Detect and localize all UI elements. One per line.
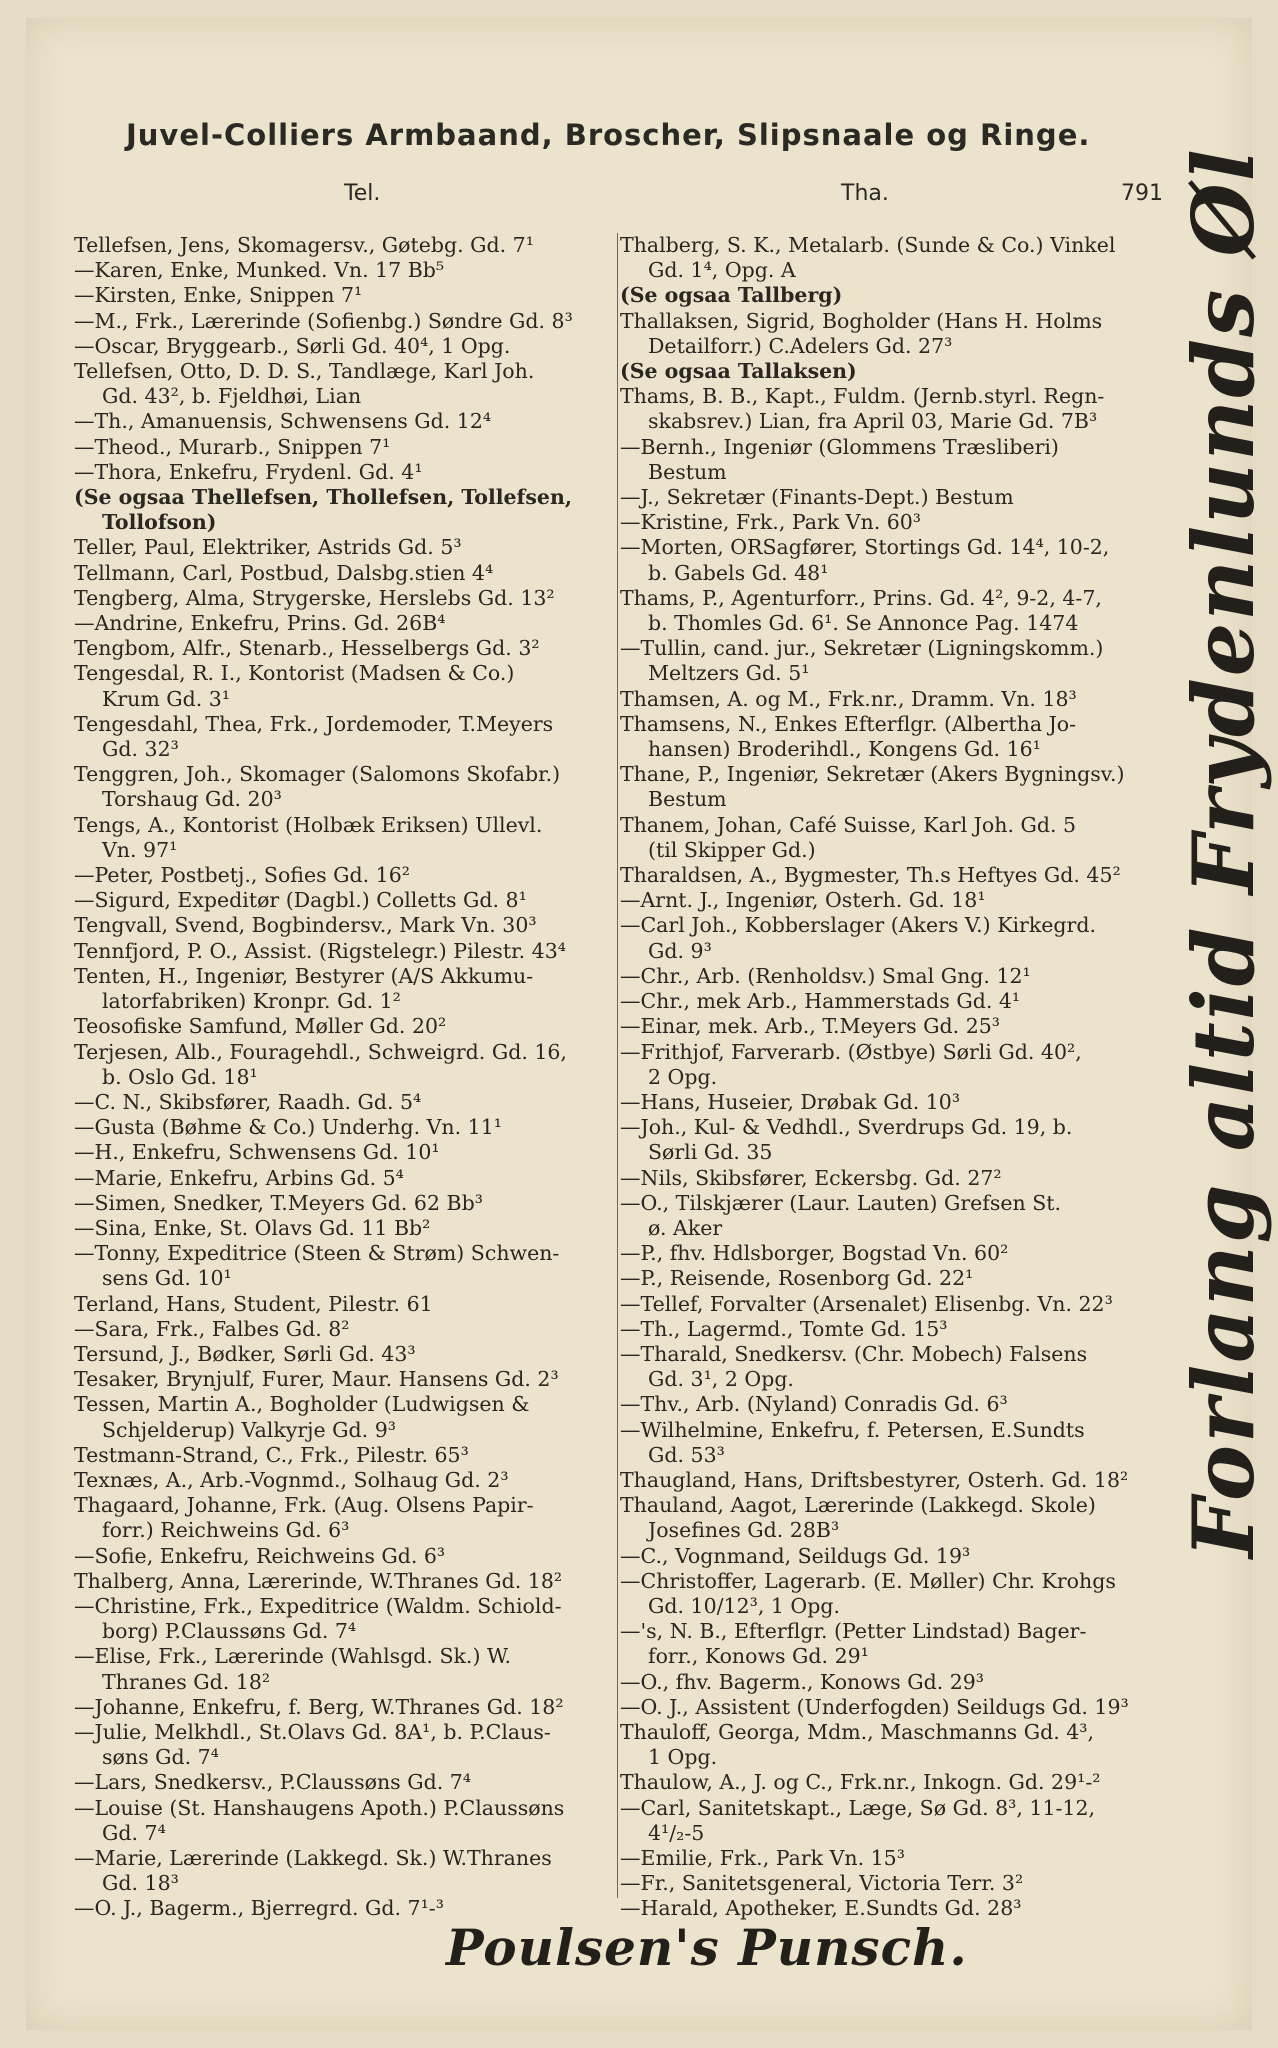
directory-line: (Se ogsaa Tallaksen) — [620, 359, 857, 384]
directory-line: ø. Aker — [648, 1215, 723, 1240]
directory-line: Tellefsen, Otto, D. D. S., Tandlæge, Karl Joh. — [74, 359, 535, 384]
directory-line: —Johanne, Enkefru, f. Berg, W.Thranes Gd. 18² — [74, 1694, 564, 1719]
directory-line: —Sara, Frk., Falbes Gd. 8² — [74, 1316, 350, 1341]
directory-line: Thams, P., Agenturforr., Prins. Gd. 4², 9-2, 4-7, — [620, 585, 1102, 610]
directory-line: —Lars, Snedkersv., P.Claussøns Gd. 7⁴ — [74, 1770, 471, 1795]
directory-line: —Fr., Sanitetsgeneral, Victoria Terr. 3² — [620, 1871, 1024, 1896]
directory-line: —Carl Joh., Kobberslager (Akers V.) Kirkegrd. — [620, 913, 1096, 938]
directory-line: Tenggren, Joh., Skomager (Salomons Skofabr.) — [74, 762, 561, 787]
directory-line: Vn. 97¹ — [102, 837, 178, 862]
directory-line: Thams, B. B., Kapt., Fuldm. (Jernb.styrl. Regn- — [620, 384, 1105, 409]
directory-line: b. Thomles Gd. 6¹. Se Annonce Pag. 1474 — [648, 611, 1079, 636]
directory-line: Teller, Paul, Elektriker, Astrids Gd. 5³ — [74, 535, 462, 560]
directory-line: Thane, P., Ingeniør, Sekretær (Akers Bygningsv.) — [620, 762, 1125, 787]
directory-page — [26, 18, 1273, 2030]
directory-line: —Theod., Murarb., Snippen 7¹ — [74, 434, 391, 459]
directory-line: Gd. 53³ — [648, 1442, 725, 1467]
directory-line: Tengvall, Svend, Bogbindersv., Mark Vn. 30³ — [74, 913, 537, 938]
directory-line: Detailforr.) C.Adelers Gd. 27³ — [648, 333, 953, 358]
directory-line: —Einar, mek. Arb., T.Meyers Gd. 25³ — [620, 1014, 1001, 1039]
directory-line: forr.) Reichweins Gd. 6³ — [102, 1518, 350, 1543]
directory-line: —Elise, Frk., Lærerinde (Wahlsgd. Sk.) W. — [74, 1644, 511, 1669]
directory-line: —Chr., mek Arb., Hammerstads Gd. 4¹ — [620, 989, 1021, 1014]
directory-line: Josefines Gd. 28B³ — [648, 1518, 840, 1543]
directory-line: Gd. 32³ — [102, 737, 179, 762]
directory-line: —O. J., Bagerm., Bjerregrd. Gd. 7¹-³ — [74, 1896, 444, 1921]
directory-line: —Julie, Melkhdl., St.Olavs Gd. 8A¹, b. P.Claus- — [74, 1719, 551, 1744]
left-column — [74, 233, 618, 1922]
directory-line: Thamsens, N., Enkes Efterflgr. (Albertha Jo- — [620, 711, 1077, 736]
directory-line: —Simen, Snedker, T.Meyers Gd. 62 Bb³ — [74, 1190, 483, 1215]
directory-line: —Hans, Huseier, Drøbak Gd. 10³ — [620, 1089, 961, 1114]
page-number: 791 — [1121, 181, 1163, 206]
directory-line: latorfabriken) Kronpr. Gd. 1² — [102, 989, 401, 1014]
directory-line: —Joh., Kul- & Vedhdl., Sverdrups Gd. 19, b. — [620, 1115, 1073, 1140]
directory-line: Thaulow, A., J. og C., Frk.nr., Inkogn. Gd. 29¹-² — [620, 1770, 1101, 1795]
directory-line: —Wilhelmine, Enkefru, f. Petersen, E.Sundts — [620, 1417, 1085, 1442]
directory-line: —C. N., Skibsfører, Raadh. Gd. 5⁴ — [74, 1089, 422, 1114]
right-column — [620, 233, 1172, 1922]
directory-line: —Sofie, Enkefru, Reichweins Gd. 6³ — [74, 1543, 446, 1568]
directory-line: 4¹/₂-5 — [648, 1820, 705, 1845]
directory-line: —P., fhv. Hdlsborger, Bogstad Vn. 60² — [620, 1241, 1009, 1266]
directory-line: —Tonny, Expeditrice (Steen & Strøm) Schwen- — [74, 1241, 560, 1266]
directory-line: —Christine, Frk., Expeditrice (Waldm. Schiold- — [74, 1593, 562, 1618]
directory-line: Tengesdahl, Thea, Frk., Jordemoder, T.Meyers — [74, 711, 554, 736]
directory-line: —Carl, Sanitetskapt., Læge, Sø Gd. 8³, 11-12, — [620, 1795, 1096, 1820]
directory-line: (til Skipper Gd.) — [648, 837, 816, 862]
directory-line: Bestum — [648, 787, 727, 812]
directory-line: —Morten, ORSagfører, Stortings Gd. 14⁴, 10-2, — [620, 535, 1110, 560]
directory-line: —Louise (St. Hanshaugens Apoth.) P.Claussøns — [74, 1795, 565, 1820]
directory-line: Gd. 3¹, 2 Opg. — [648, 1367, 794, 1392]
directory-line: Torshaug Gd. 20³ — [102, 787, 282, 812]
directory-line: —P., Reisende, Rosenborg Gd. 22¹ — [620, 1266, 974, 1291]
directory-line: —Marie, Lærerinde (Lakkegd. Sk.) W.Thranes — [74, 1846, 552, 1870]
directory-line: (Se ogsaa Thellefsen, Thollefsen, Tollefsen, — [74, 485, 573, 510]
directory-line: Tengs, A., Kontorist (Holbæk Eriksen) Ullevl. — [74, 812, 543, 837]
directory-line: —Christoffer, Lagerarb. (E. Møller) Chr. Krohgs — [620, 1568, 1116, 1593]
directory-line: borg) P.Claussøns Gd. 7⁴ — [102, 1619, 357, 1644]
directory-line: b. Gabels Gd. 48¹ — [648, 560, 829, 585]
directory-line: —Gusta (Bøhme & Co.) Underhg. Vn. 11¹ — [74, 1115, 502, 1140]
directory-line: Gd. 43², b. Fjeldhøi, Lian — [102, 384, 362, 409]
directory-line: Thamsen, A. og M., Frk.nr., Dramm. Vn. 18³ — [620, 686, 1077, 711]
directory-line: Tellefsen, Jens, Skomagersv., Gøtebg. Gd. 7¹ — [74, 233, 534, 257]
directory-line: —C., Vognmand, Seildugs Gd. 19³ — [620, 1543, 971, 1568]
directory-line: —Thora, Enkefru, Frydenl. Gd. 4¹ — [74, 459, 423, 484]
directory-line: Tellmann, Carl, Postbud, Dalsbg.stien 4⁴ — [74, 560, 494, 585]
directory-line: Thaugland, Hans, Driftsbestyrer, Osterh. Gd. 18² — [620, 1467, 1129, 1492]
directory-line: —Tellef, Forvalter (Arsenalet) Elisenbg. Vn. 22³ — [620, 1291, 1113, 1316]
header-left-keyword: Tel. — [344, 181, 381, 206]
directory-line: Thanem, Johan, Café Suisse, Karl Joh. Gd. 5 — [620, 812, 1077, 837]
directory-line: Tesaker, Brynjulf, Furer, Maur. Hansens Gd. 2³ — [74, 1367, 559, 1392]
top-advertisement-banner: Juvel-Colliers Armbaand, Broscher, Slipsnaale og Ringe. — [126, 118, 1091, 152]
directory-line: Gd. 18³ — [102, 1871, 179, 1896]
directory-line: Terjesen, Alb., Fouragehdl., Schweigrd. Gd. 16, — [74, 1039, 567, 1064]
directory-line: —Kirsten, Enke, Snippen 7¹ — [74, 283, 363, 308]
directory-line: —Th., Amanuensis, Schwensens Gd. 12⁴ — [74, 409, 492, 434]
header-middle-keyword: Tha. — [841, 181, 889, 206]
directory-line: (Se ogsaa Tallberg) — [620, 283, 843, 308]
directory-line: —Peter, Postbetj., Sofies Gd. 16² — [74, 863, 410, 888]
directory-line: Thalberg, S. K., Metalarb. (Sunde & Co.) Vinkel — [620, 233, 1116, 257]
directory-line: —Arnt. J., Ingeniør, Osterh. Gd. 18¹ — [620, 888, 986, 913]
directory-line: skabsrev.) Lian, fra April 03, Marie Gd. 7B³ — [648, 409, 1098, 434]
directory-line: Gd. 1⁴, Opg. A — [648, 258, 796, 283]
directory-line: Thauloff, Georga, Mdm., Maschmanns Gd. 4³, — [620, 1719, 1095, 1744]
directory-line: Thallaksen, Sigrid, Bogholder (Hans H. Holms — [620, 308, 1103, 333]
directory-line: Bestum — [648, 459, 727, 484]
directory-line: —Thv., Arb. (Nyland) Conradis Gd. 6³ — [620, 1392, 1008, 1417]
directory-line: Thauland, Aagot, Lærerinde (Lakkegd. Skole) — [620, 1493, 1096, 1518]
directory-line: Tersund, J., Bødker, Sørli Gd. 43³ — [74, 1341, 416, 1366]
directory-line: sens Gd. 10¹ — [102, 1266, 232, 1291]
directory-line: —Sina, Enke, St. Olavs Gd. 11 Bb² — [74, 1215, 431, 1240]
directory-line: Gd. 7⁴ — [102, 1820, 166, 1845]
directory-line: Thagaard, Johanne, Frk. (Aug. Olsens Papir- — [74, 1493, 534, 1518]
directory-line: —Tharald, Snedkersv. (Chr. Mobech) Falsens — [620, 1341, 1088, 1366]
directory-line: —Kristine, Frk., Park Vn. 60³ — [620, 510, 922, 535]
directory-line: Sørli Gd. 35 — [648, 1140, 773, 1165]
directory-line: —O. J., Assistent (Underfogden) Seildugs Gd. 19³ — [620, 1694, 1129, 1719]
directory-line: —J., Sekretær (Finants-Dept.) Bestum — [620, 485, 1014, 510]
directory-line: —Harald, Apotheker, E.Sundts Gd. 28³ — [620, 1896, 1022, 1921]
directory-line: Tengberg, Alma, Strygerske, Herslebs Gd. 13² — [74, 585, 555, 610]
directory-line: Gd. 10/12³, 1 Opg. — [648, 1593, 840, 1618]
directory-line: hansen) Broderihdl., Kongens Gd. 16¹ — [648, 737, 1041, 762]
directory-line: Teosofiske Samfund, Møller Gd. 20² — [74, 1014, 447, 1039]
directory-line: —Emilie, Frk., Park Vn. 15³ — [620, 1846, 905, 1870]
directory-line: Schjelderup) Valkyrje Gd. 9³ — [102, 1417, 396, 1442]
directory-line: Terland, Hans, Student, Pilestr. 61 — [74, 1291, 433, 1316]
directory-line: forr., Konows Gd. 29¹ — [648, 1644, 869, 1669]
directory-line: —Tullin, cand. jur., Sekretær (Ligningskomm.) — [620, 636, 1104, 661]
directory-line: Thranes Gd. 18² — [102, 1669, 271, 1694]
directory-line: Tollofson) — [102, 510, 217, 535]
directory-line: Thalberg, Anna, Lærerinde, W.Thranes Gd. 18² — [74, 1568, 563, 1593]
directory-line: —H., Enkefru, Schwensens Gd. 10¹ — [74, 1140, 440, 1165]
directory-line: —Bernh., Ingeniør (Glommens Træsliberi) — [620, 434, 1059, 459]
directory-line: 2 Opg. — [648, 1064, 718, 1089]
directory-line: Tessen, Martin A., Bogholder (Ludwigsen & — [74, 1392, 530, 1417]
directory-line: 1 Opg. — [648, 1745, 718, 1770]
directory-line: —Marie, Enkefru, Arbins Gd. 5⁴ — [74, 1165, 404, 1190]
directory-line: Testmann-Strand, C., Frk., Pilestr. 65³ — [74, 1442, 469, 1467]
directory-line: Meltzers Gd. 5¹ — [648, 661, 810, 686]
directory-line: Gd. 9³ — [648, 938, 712, 963]
directory-line: —Andrine, Enkefru, Prins. Gd. 26B⁴ — [74, 611, 446, 636]
directory-line: —Frithjof, Farverarb. (Østbye) Sørli Gd. 40², — [620, 1039, 1082, 1064]
directory-line: —'s, N. B., Efterflgr. (Petter Lindstad) Bager- — [620, 1619, 1087, 1644]
directory-line: Tharaldsen, A., Bygmester, Th.s Heftyes Gd. 45² — [620, 863, 1121, 888]
directory-line: Texnæs, A., Arb.-Vognmd., Solhaug Gd. 2³ — [74, 1467, 509, 1492]
directory-line: —O., fhv. Bagerm., Konows Gd. 29³ — [620, 1669, 985, 1694]
directory-line: —M., Frk., Lærerinde (Sofienbg.) Søndre Gd. 8³ — [74, 308, 573, 333]
directory-line: —Sigurd, Expeditør (Dagbl.) Colletts Gd. 8¹ — [74, 888, 527, 913]
directory-line: —Oscar, Bryggearb., Sørli Gd. 40⁴, 1 Opg. — [74, 333, 511, 358]
directory-line: —O., Tilskjærer (Laur. Lauten) Grefsen St. — [620, 1190, 1062, 1215]
directory-line: —Chr., Arb. (Renholdsv.) Smal Gng. 12¹ — [620, 963, 1031, 988]
directory-line: —Nils, Skibsfører, Eckersbg. Gd. 27² — [620, 1165, 1002, 1190]
column-divider — [617, 233, 618, 1898]
directory-line: Tengesdal, R. I., Kontorist (Madsen & Co.) — [74, 661, 515, 686]
directory-line: Tennfjord, P. O., Assist. (Rigstelegr.) Pilestr. 43⁴ — [74, 938, 566, 963]
directory-line: søns Gd. 7⁴ — [102, 1745, 219, 1770]
side-advertisement: Forlang altid Frydenlunds Øl — [1174, 147, 1273, 1558]
directory-line: b. Oslo Gd. 18¹ — [102, 1064, 258, 1089]
directory-line: Tenten, H., Ingeniør, Bestyrer (A/S Akkumu- — [74, 963, 534, 988]
directory-line: Krum Gd. 3¹ — [102, 686, 231, 711]
directory-line: Tengbom, Alfr., Stenarb., Hesselbergs Gd. 3² — [74, 636, 540, 661]
directory-line: —Karen, Enke, Munked. Vn. 17 Bb⁵ — [74, 258, 445, 283]
footer-advertisement: Poulsen's Punsch. — [446, 1918, 968, 1977]
directory-line: —Th., Lagermd., Tomte Gd. 15³ — [620, 1316, 948, 1341]
